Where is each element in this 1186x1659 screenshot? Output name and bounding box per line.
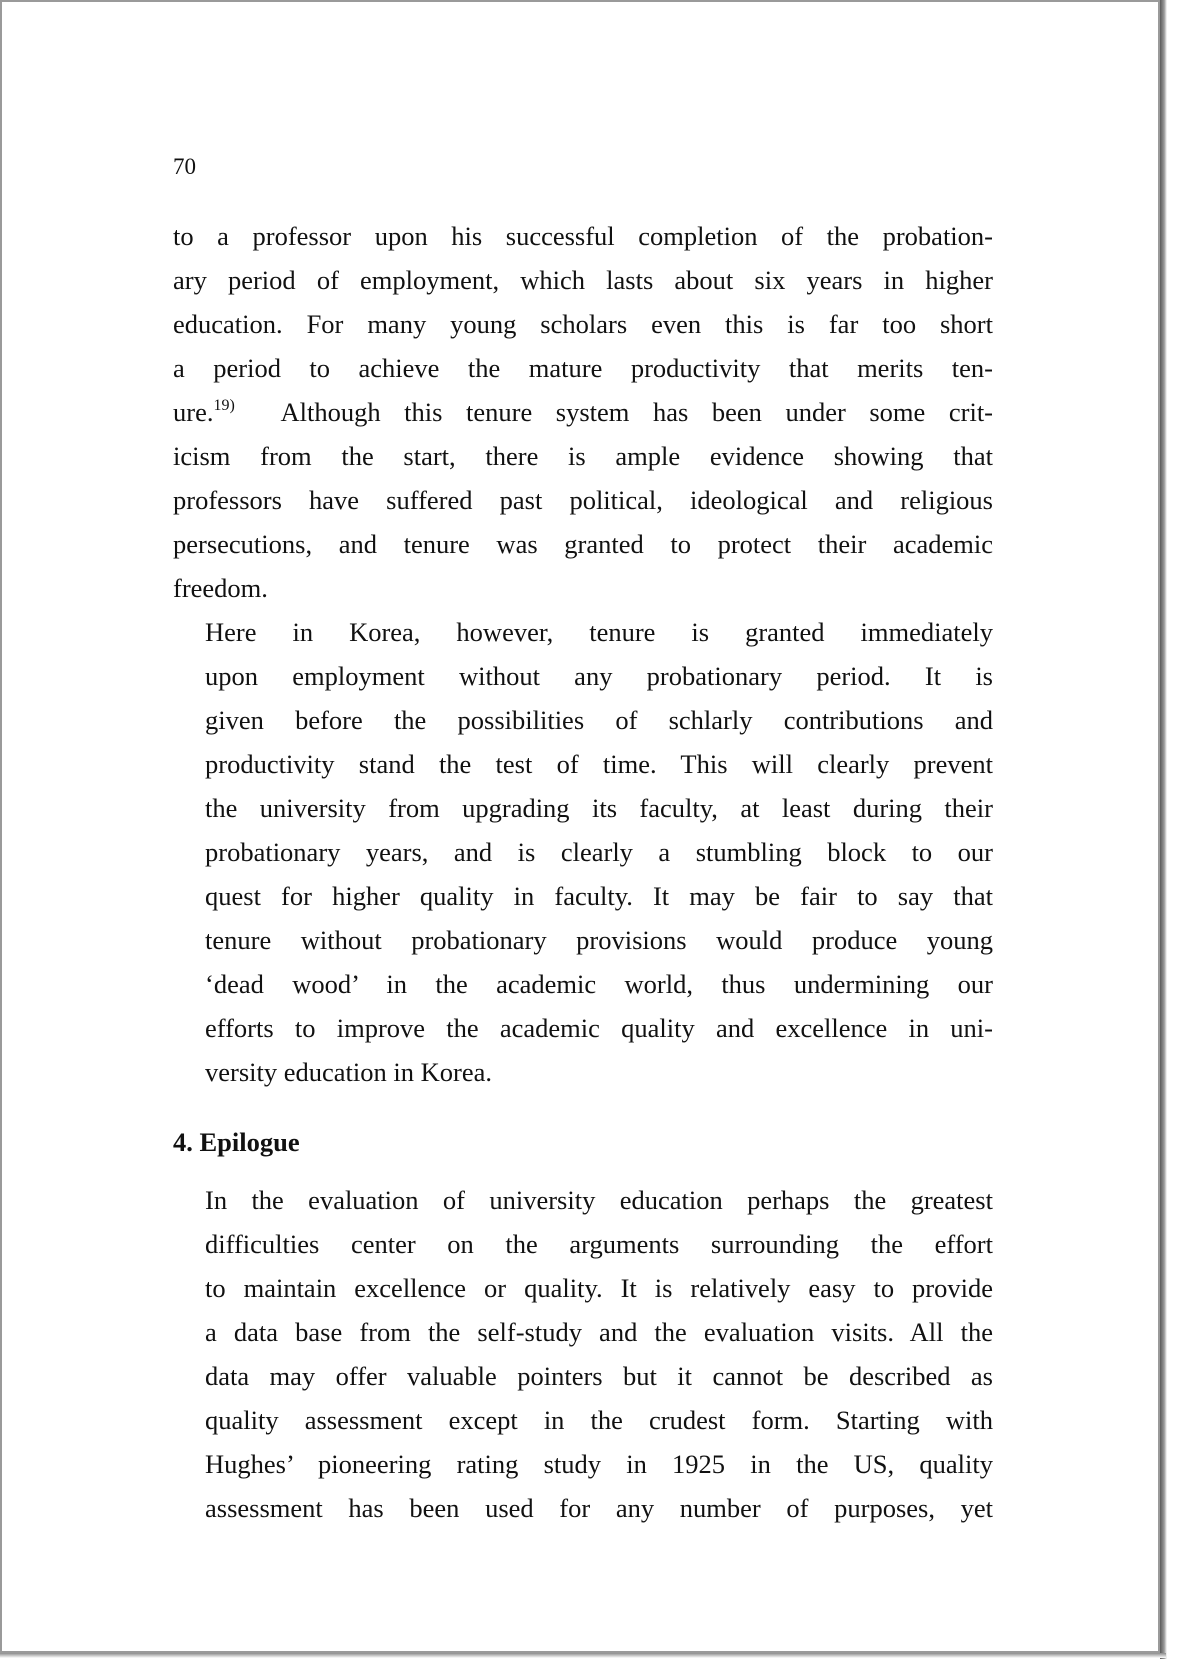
page-edge-shadow bbox=[0, 1653, 1166, 1658]
text-line: ary period of employment, which lasts about six years in higher bbox=[173, 265, 993, 295]
page-number: 70 bbox=[173, 154, 196, 179]
paragraph-korea-tenure bbox=[173, 610, 993, 1094]
text-line: productivity stand the test of time. This will clearly prevent bbox=[205, 749, 993, 779]
paragraph-epilogue bbox=[173, 1178, 993, 1530]
text-line: difficulties center on the arguments surrounding the effort bbox=[205, 1229, 993, 1259]
text-line: to a professor upon his successful completion of the probation- bbox=[173, 221, 993, 251]
footnote-marker: 19) bbox=[213, 397, 235, 414]
text-line: a period to achieve the mature productivity that merits ten- bbox=[173, 353, 993, 383]
text-line: data may offer valuable pointers but it cannot be described as bbox=[205, 1361, 993, 1391]
text-line: a data base from the self-study and the evaluation visits. All the bbox=[205, 1317, 993, 1347]
text-line: versity education in Korea. bbox=[205, 1057, 492, 1087]
text-line: ‘dead wood’ in the academic world, thus undermining our bbox=[205, 969, 993, 999]
text-line: tenure without probationary provisions would produce young bbox=[205, 925, 993, 955]
text-line: assessment has been used for any number of purposes, yet bbox=[205, 1493, 993, 1523]
text-line: probationary years, and is clearly a stumbling block to our bbox=[205, 837, 993, 867]
text-line: given before the possibilities of schlarly contributions and bbox=[205, 705, 993, 735]
text-line: icism from the start, there is ample evidence showing that bbox=[173, 441, 993, 471]
text-line: upon employment without any probationary period. It is bbox=[205, 661, 993, 691]
section-heading: 4. Epilogue bbox=[173, 1127, 300, 1157]
page-content bbox=[173, 152, 993, 1530]
text-line: the university from upgrading its faculty, at least during their bbox=[205, 793, 993, 823]
text-line: quality assessment except in the crudest form. Starting with bbox=[205, 1405, 993, 1435]
text-line-with-footnote bbox=[173, 390, 993, 434]
page-edge-shadow bbox=[1160, 0, 1167, 1659]
text-line: quest for higher quality in faculty. It may be fair to say that bbox=[205, 881, 993, 911]
text-line: persecutions, and tenure was granted to protect their academic bbox=[173, 529, 993, 559]
text-line: freedom. bbox=[173, 573, 268, 603]
text-line: Here in Korea, however, tenure is granted immediately bbox=[205, 617, 993, 647]
text-fragment: ure. bbox=[173, 397, 214, 427]
text-line: professors have suffered past political, ideological and religious bbox=[173, 485, 993, 515]
text-line: In the evaluation of university education perhaps the greatest bbox=[205, 1185, 993, 1215]
paragraph-tenure-system bbox=[173, 214, 993, 610]
text-line: education. For many young scholars even this is far too short bbox=[173, 309, 993, 339]
text-fragment: Although this tenure system has been under some crit- bbox=[280, 397, 994, 427]
text-line: Hughes’ pioneering rating study in 1925 in the US, quality bbox=[205, 1449, 993, 1479]
text-line: efforts to improve the academic quality and excellence in uni- bbox=[205, 1013, 993, 1043]
text-line: to maintain excellence or quality. It is relatively easy to provide bbox=[205, 1273, 993, 1303]
